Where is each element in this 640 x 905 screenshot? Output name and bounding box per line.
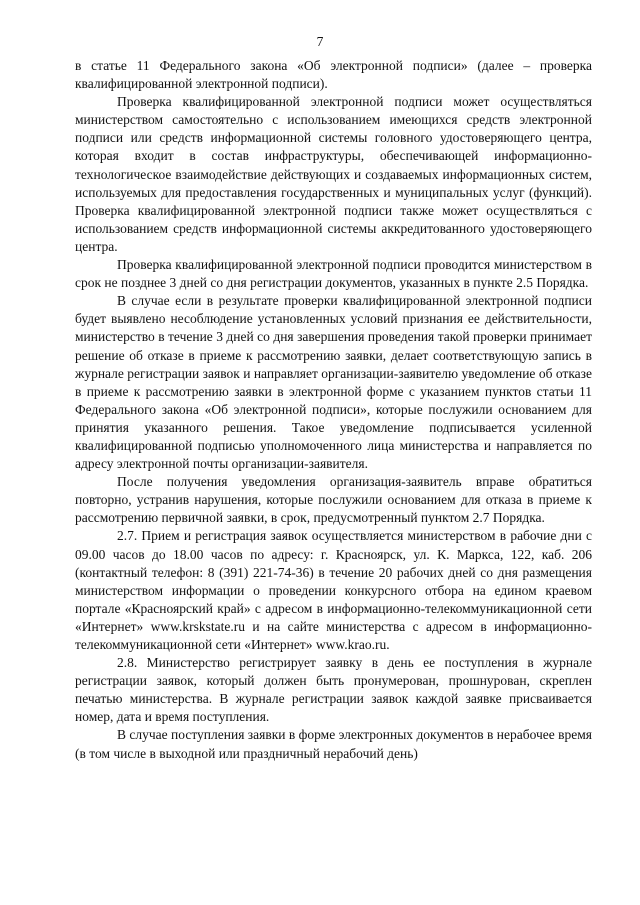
paragraph-7: 2.8. Министерство регистрирует заявку в день ее поступления в журнале регистрации заявок, который должен быть пронумерован, прошнурован, скреплен печатью министерства. В журнале регистрации заявок каждой заявке присваивается номер, дата и время поступления. xyxy=(75,655,592,725)
paragraph-5: После получения уведомления организация-заявитель вправе обратиться повторно, устранив нарушения, которые послужили основанием для отказа в приеме к рассмотрению первичной заявки, в срок, предусмотренный пунктом 2.7 Порядка. xyxy=(75,474,592,526)
paragraph-2: Проверка квалифицированной электронной подписи может осуществляться министерством самостоятельно с использованием имеющихся средств электронной подписи или средств информационной системы головного удостоверяющего центра, которая входит в состав инфраструктуры, обеспечивающей информационно-технологическое взаимодействие действующих и создаваемых информационных систем, используемых для предоставления государственных и муниципальных услуг (функций). Проверка квалифицированной электронной подписи также может осуществляться с использованием средств информационной системы аккредитованного удостоверяющего центра. xyxy=(75,94,592,254)
document-body xyxy=(75,57,592,763)
page-number: 7 xyxy=(316,34,324,49)
paragraph-3: Проверка квалифицированной электронной подписи проводится министерством в срок не позднее 3 дней со дня регистрации документов, указанных в пункте 2.5 Порядка. xyxy=(75,257,592,291)
paragraph-8: В случае поступления заявки в форме электронных документов в нерабочее время (в том числе в выходной или праздничный нерабочий день) xyxy=(75,727,592,761)
paragraph-1: в статье 11 Федерального закона «Об электронной подписи» (далее – проверка квалифицированной электронной подписи). xyxy=(75,58,592,92)
paragraph-6: 2.7. Прием и регистрация заявок осуществляется министерством в рабочие дни с 09.00 часов до 18.00 часов по адресу: г. Красноярск, ул. К. Маркса, 122, каб. 206 (контактный телефон: 8 (391) 221-74-36) в течение 20 рабочих дней со дня размещения министерством информации о проведении конкурсного отбора на едином краевом портале «Красноярский край» с адресом в информационно-телекоммуникационной сети «Интернет» www.krskstate.ru и на сайте министерства с адресом в информационно-телекоммуникационной сети «Интернет» www.krao.ru. xyxy=(75,528,592,652)
paragraph-4: В случае если в результате проверки квалифицированной электронной подписи будет выявлено несоблюдение установленных условий признания ее действительности, министерство в течение 3 дней со дня завершения проведения такой проверки принимает решение об отказе в приеме к рассмотрению заявки, делает соответствующую запись в журнале регистрации заявок и направляет организации-заявителю уведомление об отказе в приеме к рассмотрению заявки в электронной форме с указанием пунктов статьи 11 Федерального закона «Об электронной подписи», которые послужили основанием для принятия указанного решения. Такое уведомление подписывается усиленной квалифицированной подписью уполномоченного лица министерства и направляется по адресу электронной почты организации-заявителя. xyxy=(75,293,592,472)
